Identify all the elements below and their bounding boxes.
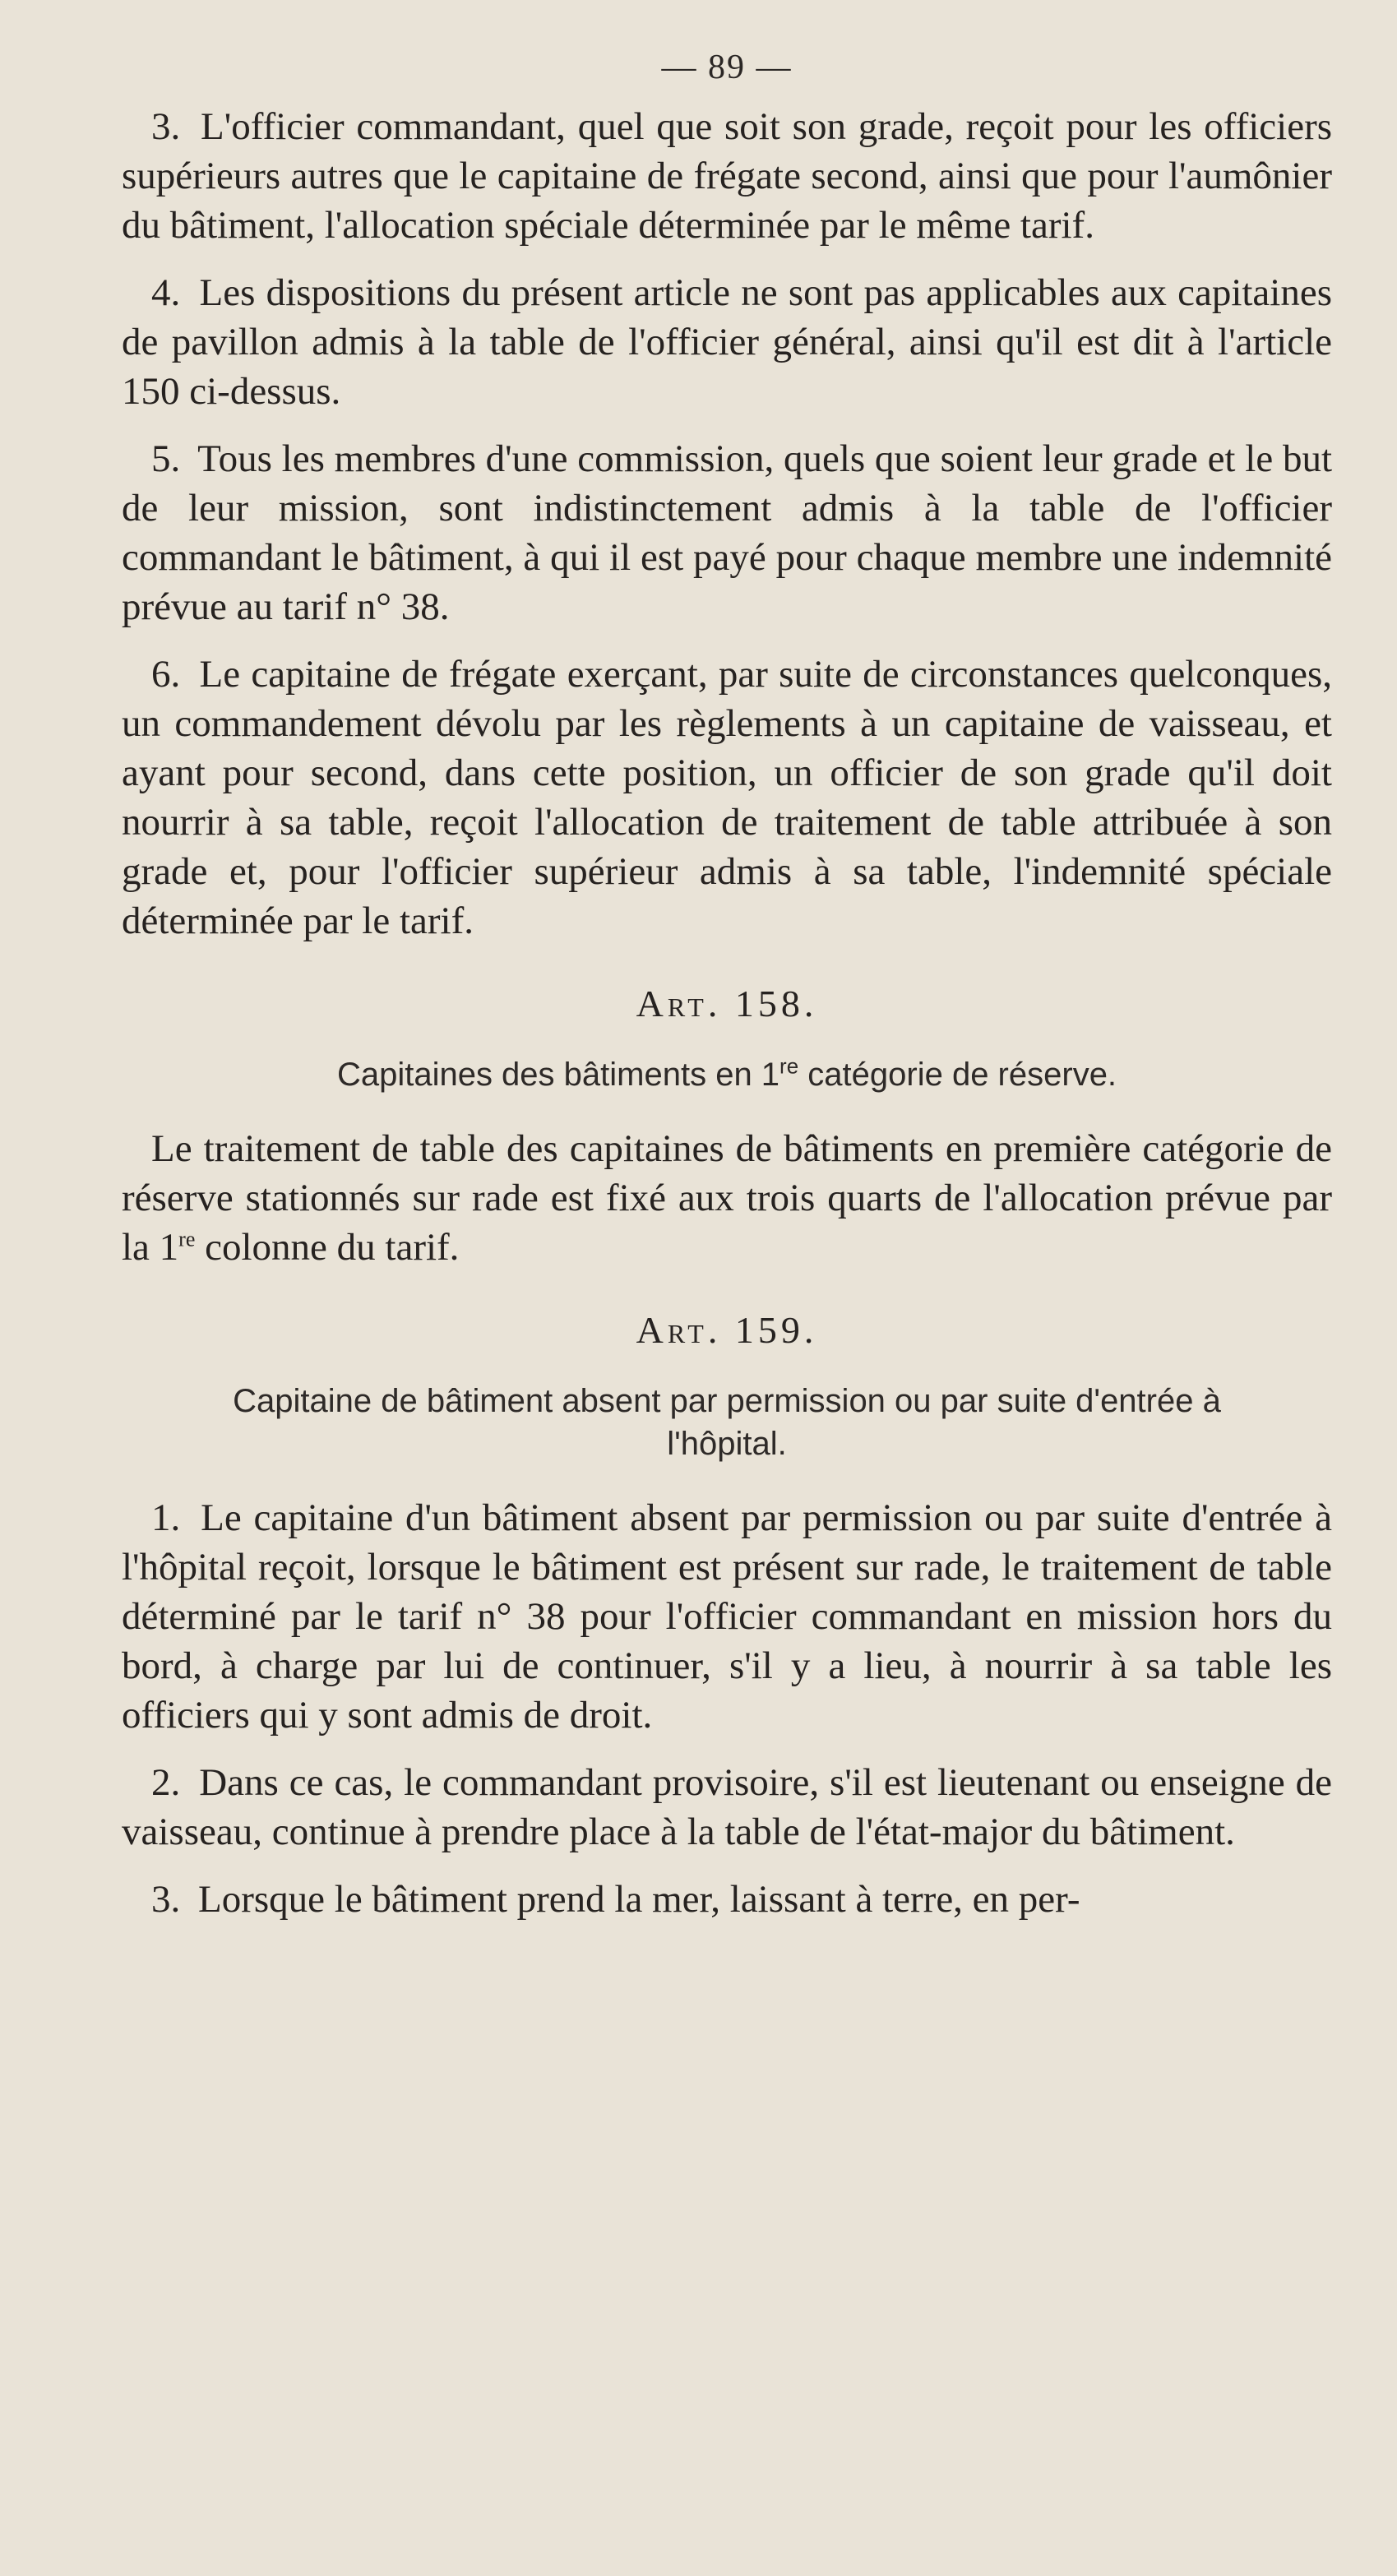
paragraph-3: [122, 102, 1332, 250]
paragraph-text: Le capitaine d'un bâtiment absent par permission ou par suite d'entrée à l'hôpital reçoit, lorsque le bâtiment est présent sur rade, le traitement de table déterminé par le tarif n° 38 pour l'officier commandant en mission hors du bord, à charge par lui de continuer, s'il y a lieu, à nourrir à sa table les officiers qui y sont admis de droit.: [122, 1496, 1332, 1737]
subtitle-text: Capitaines des bâtiments en 1: [336, 1057, 780, 1093]
paragraph-number: 3.: [151, 105, 181, 148]
page-number: — 89 —: [661, 49, 793, 86]
ordinal-superscript: re: [779, 1053, 799, 1079]
paragraph-text: Tous les membres d'une commission, quels que soient leur grade et le but de leur mission, sont indistinctement admis à la table de l'officier commandant le bâtiment, à qui il est payé pour chaque membre une indemnité prévue au tarif n° 38.: [122, 437, 1332, 628]
paragraph-text: Les dispositions du présent article ne sont pas applicables aux capitaines de pavillon admis à la table de l'officier général, ainsi qu'il est dit à l'article 150 ci-dessus.: [122, 271, 1333, 413]
article-159-heading: Art. 159.: [636, 1309, 818, 1351]
paragraph-number: 1.: [151, 1496, 181, 1539]
article-158-heading: Art. 158.: [636, 983, 818, 1024]
paragraph-text: L'officier commandant, quel que soit son grade, reçoit pour les officiers supérieurs autres que le capitaine de frégate second, ainsi que pour l'aumônier du bâtiment, l'allocation spéciale déterminée par le même tarif.: [122, 105, 1333, 247]
article-159-subtitle: Capitaine de bâtiment absent par permission ou par suite d'entrée à l'hôpital.: [233, 1383, 1221, 1462]
article-159-paragraph-2: [122, 1758, 1332, 1857]
paragraph-number: 2.: [151, 1761, 181, 1804]
paragraph-text: colonne du tarif.: [195, 1226, 460, 1269]
subtitle-text: catégorie de réserve.: [798, 1057, 1117, 1093]
article-159-paragraph-3: [122, 1875, 1332, 1924]
article-158-body: [122, 1124, 1332, 1272]
paragraph-4: [122, 268, 1332, 416]
document-page: [122, 48, 1332, 2547]
paragraph-text: Le capitaine de frégate exerçant, par suite de circonstances quelconques, un commandement dévolu par les règlements à un capitaine de vaisseau, et ayant pour second, dans cette position, un officier de son grade qu'il doit nourrir à sa table, reçoit l'allocation de traitement de table attribuée à son grade et, pour l'officier supérieur admis à sa table, l'indemnité spéciale déterminée par le tarif.: [122, 653, 1333, 942]
paragraph-text: Lorsque le bâtiment prend la mer, laissant à terre, en per-: [198, 1878, 1080, 1921]
paragraph-5: [122, 434, 1332, 631]
paragraph-number: 4.: [151, 271, 181, 314]
paragraph-text: Dans ce cas, le commandant provisoire, s'il est lieutenant ou enseigne de vaisseau, continue à prendre place à la table de l'état-major du bâtiment.: [122, 1761, 1333, 1853]
article-158-subtitle: [171, 1053, 1283, 1096]
paragraph-number: 6.: [151, 653, 181, 696]
paragraph-number: 3.: [151, 1878, 181, 1921]
article-159-paragraph-1: [122, 1493, 1332, 1740]
paragraph-6: [122, 650, 1332, 946]
paragraph-text: Le traitement de table des capitaines de bâtiments en première catégorie de réserve stationnés sur rade est fixé aux trois quarts de l'allocation prévue par la 1: [122, 1127, 1332, 1269]
paragraph-number: 5.: [151, 437, 181, 480]
ordinal-superscript: re: [178, 1227, 196, 1251]
